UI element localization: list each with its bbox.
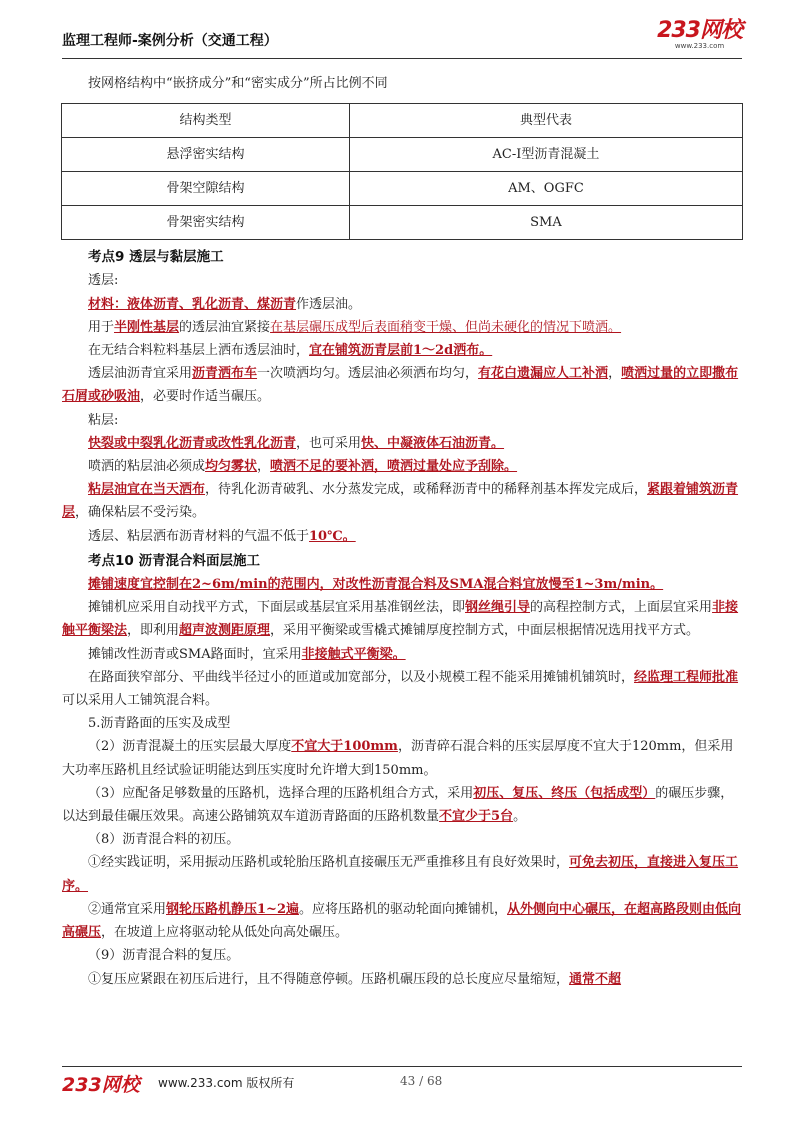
page-content	[62, 72, 742, 991]
table-cell: 骨架空隙结构	[62, 172, 350, 206]
paragraph: 粘层油宜在当天洒布，待乳化沥青破乳、水分蒸发完成，或稀释沥青中的稀释剂基本挥发完成后，紧跟着铺筑沥青层，确保粘层不受污染。	[62, 482, 739, 521]
paragraph: （2）沥青混凝土的压实层最大厚度不宜大于100mm，沥青碎石混合料的压实层厚度不宜大于120mm，但采用大功率压路机且经试验证明能达到压实度时允许增大到150mm。	[62, 739, 734, 778]
document-title: 监理工程师-案例分析（交通工程）	[62, 33, 278, 49]
section-heading: 考点9 透层与黏层施工	[88, 249, 224, 266]
paragraph: （3）应配备足够数量的压路机，选择合理的压路机组合方式，采用初压、复压、终压（包括成型）的碾压步骤，以达到最佳碾压效果。高速公路铺筑双车道沥青路面的压路机数量不宜少于5台。	[62, 785, 734, 825]
intro-text: 按网格结构中“嵌挤成分”和“密实成分”所占比例不同	[88, 76, 388, 91]
page-number: 43 / 68	[400, 1074, 443, 1088]
paragraph: 在路面狭窄部分、平曲线半径过小的匝道或加宽部分，以及小规模工程不能采用摊铺机铺筑时，经监理工程师批准可以采用人工铺筑混合料。	[62, 669, 739, 709]
paragraph: （9）沥青混合料的复压。	[88, 948, 240, 964]
paragraph: （8）沥青混合料的初压。	[88, 832, 240, 848]
table-header-row	[62, 104, 743, 138]
footer-divider	[62, 1066, 742, 1067]
paragraph: 5.沥青路面的压实及成型	[88, 716, 231, 732]
brand-logo	[657, 20, 742, 50]
table-cell: SMA	[349, 206, 742, 240]
header-divider	[62, 58, 742, 59]
table-row	[62, 138, 743, 172]
structure-table	[61, 103, 743, 240]
paragraph: 摊铺机应采用自动找平方式，下面层或基层宜采用基准钢丝法，即钢丝绳引导的高程控制方式，上面层宜采用非接触平衡梁法，即利用超声波测距原理，采用平衡梁或雪橇式摊铺厚度控制方式，中面层根据情况选用找平方式。	[62, 600, 739, 639]
paragraph: 喷洒的粘层油必须成均匀雾状，喷洒不足的要补洒，喷洒过量处应予刮除。	[88, 459, 518, 475]
table-header-cell: 结构类型	[62, 104, 350, 138]
paragraph: 材料：液体沥青、乳化沥青、煤沥青作透层油。	[88, 296, 362, 312]
table-cell: AC-Ⅰ型沥青混凝土	[349, 138, 742, 172]
paragraph: 摊铺改性沥青或SMA路面时，宜采用非接触式平衡梁。	[88, 646, 406, 662]
table-row	[62, 172, 743, 206]
paragraph: ②通常宜采用钢轮压路机静压1~2遍。应将压路机的驱动轮面向摊铺机，从外侧向中心碾压，在超高路段则由低向高碾压，在坡道上应将驱动轮从低处向高处碾压。	[62, 901, 742, 941]
paragraph: 透层:	[88, 273, 119, 289]
section-heading: 考点10 沥青混合料面层施工	[88, 552, 260, 569]
table-header-cell: 典型代表	[349, 104, 742, 138]
paragraph: 在无结合料粒料基层上洒布透层油时，宜在铺筑沥青层前1～2d洒布。	[88, 343, 493, 359]
paragraph: 摊铺速度宜控制在2~6m/min的范围内，对改性沥青混合料及SMA混合料宜放慢至1~3m/min。	[88, 577, 664, 593]
paragraph: 透层、粘层洒布沥青材料的气温不低于10℃。	[88, 528, 356, 544]
table-row	[62, 206, 743, 240]
paragraph: ①复压应紧跟在初压后进行，且不得随意停顿。压路机碾压段的总长度应尽量缩短，通常不超	[88, 971, 622, 987]
table-cell: 悬浮密实结构	[62, 138, 350, 172]
logo-text: 233网校	[657, 18, 742, 43]
page-header	[62, 20, 742, 56]
footer-logo: 233网校	[62, 1074, 140, 1096]
paragraph: ①经实践证明，采用振动压路机或轮胎压路机直接碾压无严重推移且有良好效果时，可免去初压，直接进入复压工序。	[62, 855, 739, 894]
paragraph: 用于半刚性基层的透层油宜紧接在基层碾压成型后表面稍变干燥、但尚未硬化的情况下喷洒。	[88, 319, 622, 335]
logo-url: www.233.com	[674, 42, 725, 50]
copyright-text: www.233.com 版权所有	[158, 1076, 295, 1090]
table-cell: AM、OGFC	[349, 172, 742, 206]
paragraph: 快裂或中裂乳化沥青或改性乳化沥青，也可采用快、中凝液体石油沥青。	[88, 435, 505, 451]
paragraph: 透层油沥青宜采用沥青洒布车一次喷洒均匀。透层油必须洒布均匀，有花白遗漏应人工补洒，喷洒过量的立即撒布石屑或砂吸油，必要时作适当碾压。	[62, 366, 739, 405]
table-cell: 骨架密实结构	[62, 206, 350, 240]
paragraph: 粘层:	[88, 412, 119, 428]
page-footer	[62, 1072, 742, 1094]
